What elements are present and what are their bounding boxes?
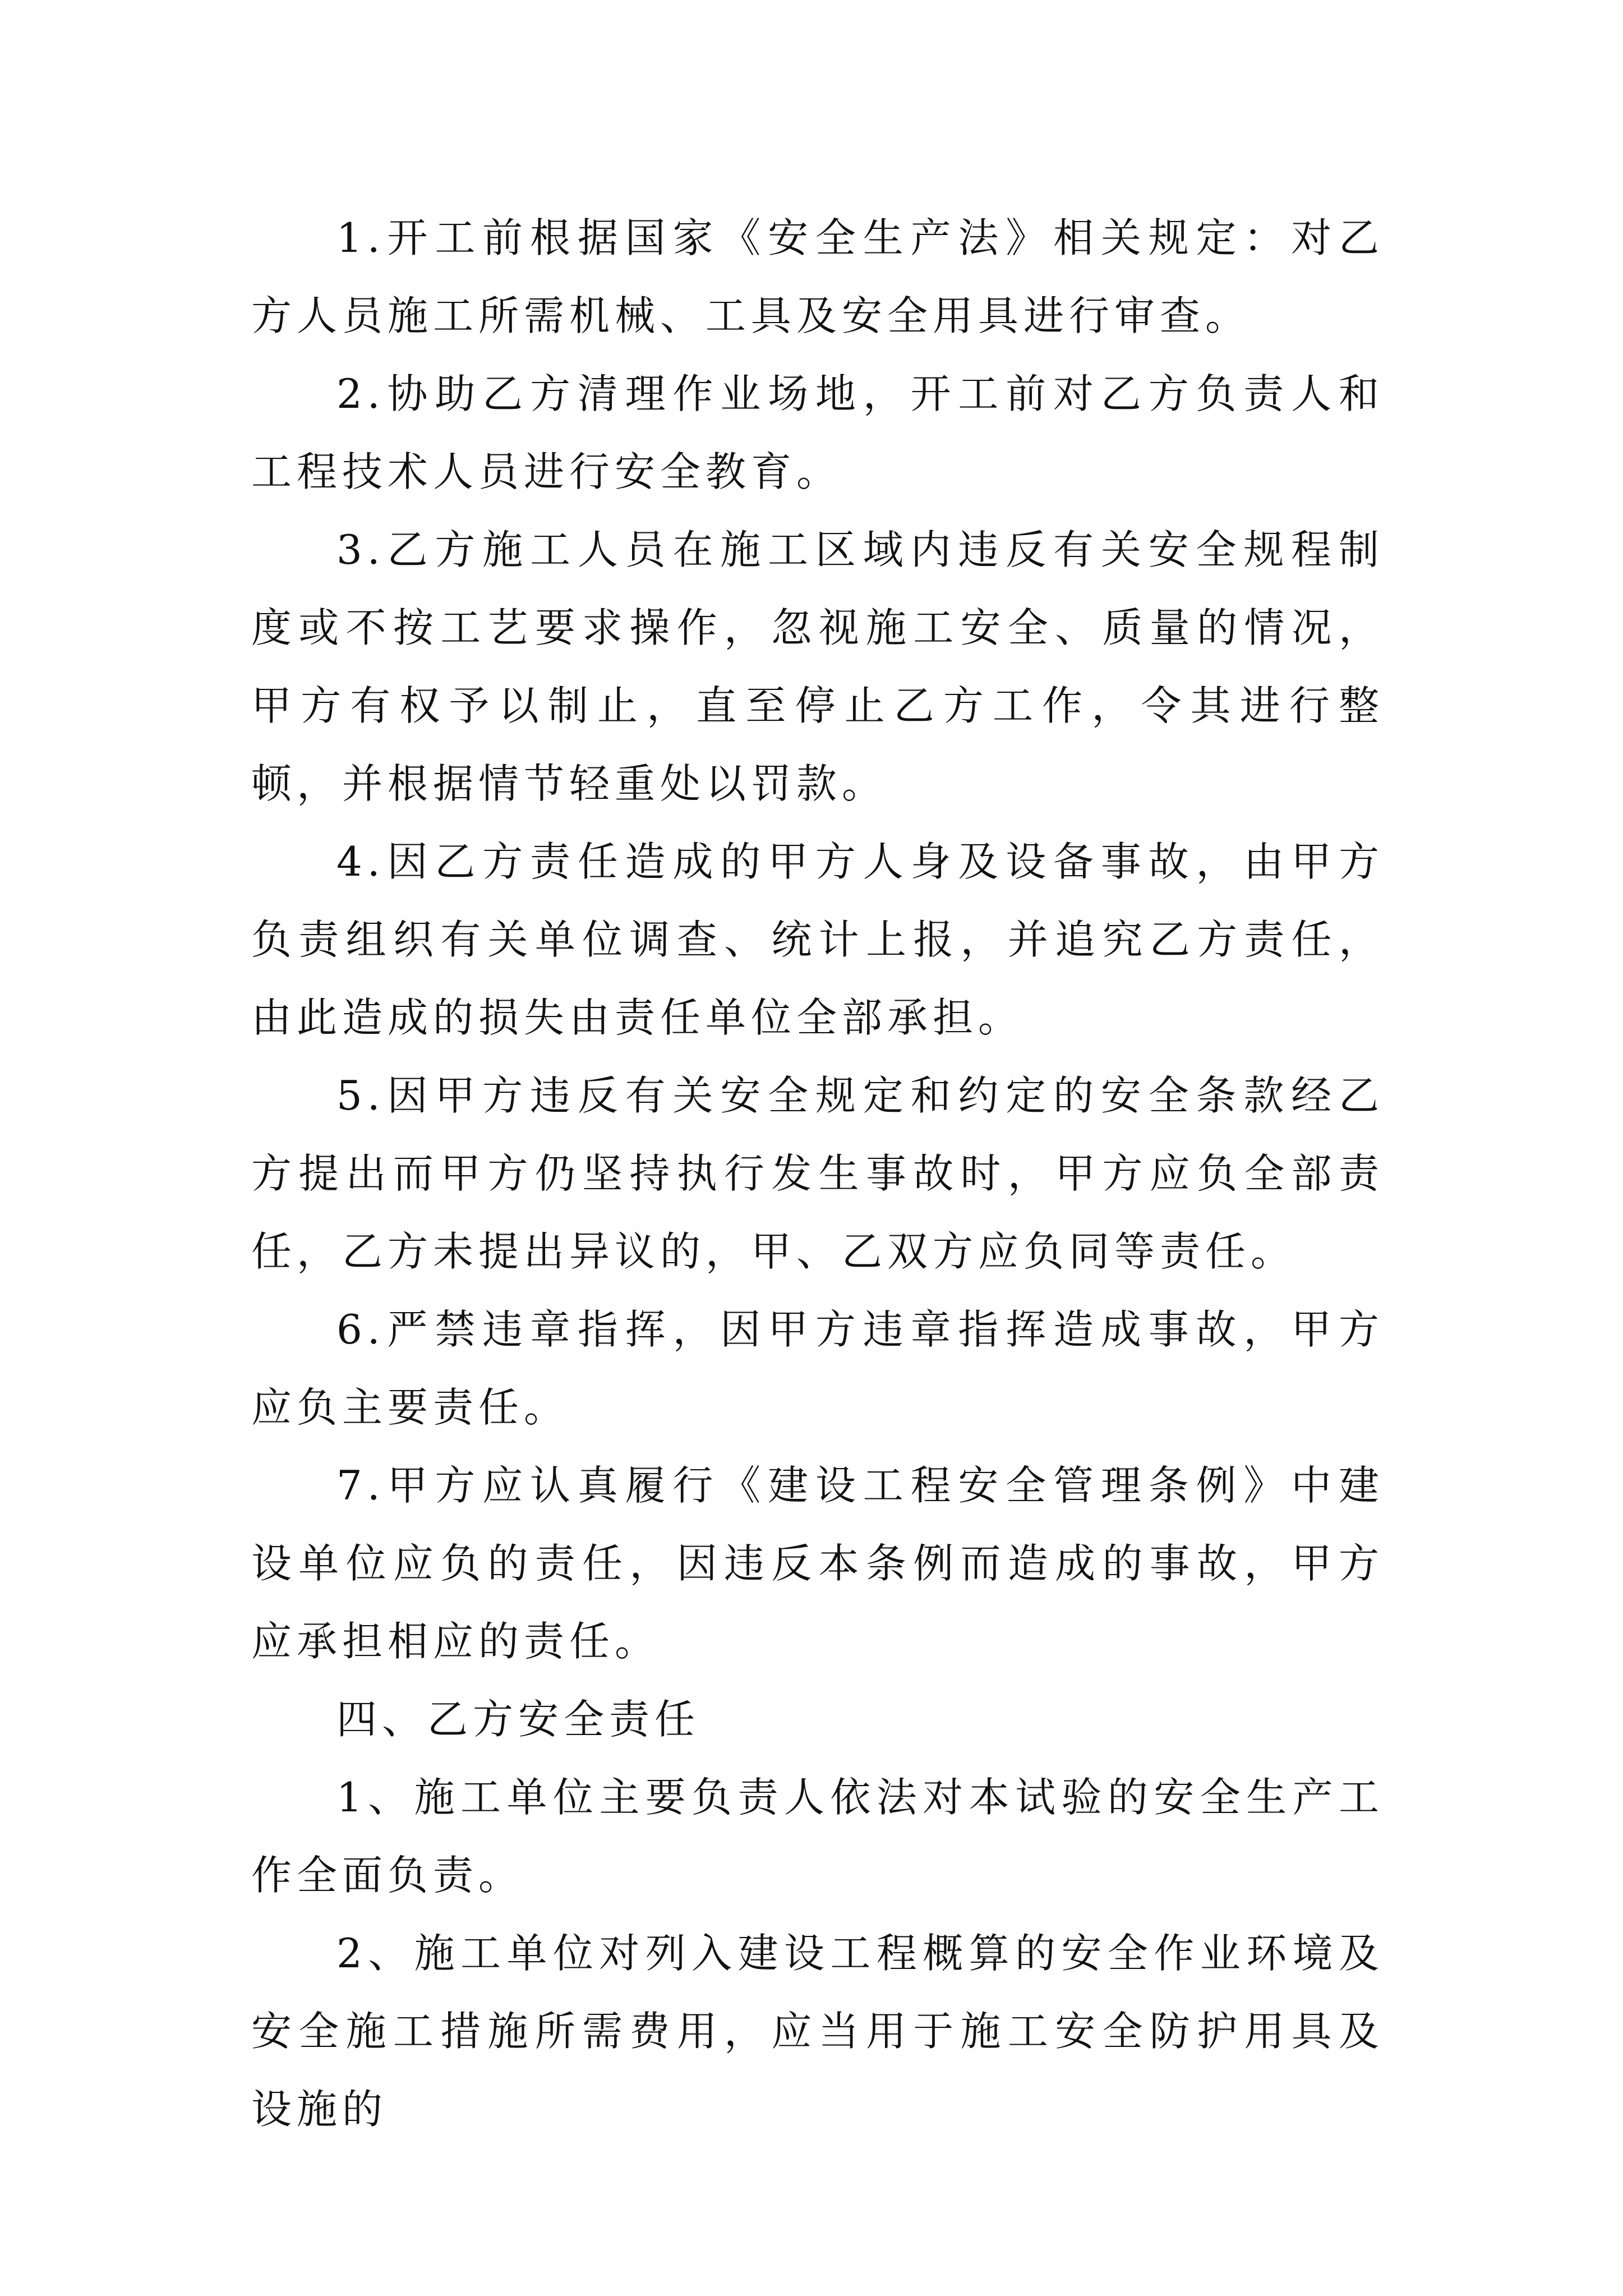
section-4-item-2: 2、施工单位对列入建设工程概算的安全作业环境及安全施工措施所需费用，应当用于施工安全防护用具及设施的 bbox=[251, 1930, 1384, 2133]
clause-6: 6.严禁违章指挥，因甲方违章指挥造成事故，甲方应负主要责任。 bbox=[251, 1306, 1384, 1431]
clause-3: 3.乙方施工人员在施工区域内违反有关安全规程制度或不按工艺要求操作，忽视施工安全、质量的情况，甲方有权予以制止，直至停止乙方工作，令其进行整顿，并根据情节轻重处以罚款。 bbox=[251, 526, 1384, 807]
clause-1: 1.开工前根据国家《安全生产法》相关规定：对乙方人员施工所需机械、工具及安全用具进行审查。 bbox=[251, 214, 1384, 339]
section-heading: 四、乙方安全责任 bbox=[336, 1696, 700, 1743]
clause-5: 5.因甲方违反有关安全规定和约定的安全条款经乙方提出而甲方仍坚持执行发生事故时，甲方应负全部责任，乙方未提出异议的，甲、乙双方应负同等责任。 bbox=[251, 1072, 1384, 1275]
document-body bbox=[251, 199, 1384, 2148]
clause-7: 7.甲方应认真履行《建设工程安全管理条例》中建设单位应负的责任，因违反本条例而造成的事故，甲方应承担相应的责任。 bbox=[251, 1462, 1384, 1665]
section-4-item-1: 1、施工单位主要负责人依法对本试验的安全生产工作全面负责。 bbox=[251, 1774, 1384, 1899]
clause-2: 2.协助乙方清理作业场地，开工前对乙方负责人和工程技术人员进行安全教育。 bbox=[251, 370, 1384, 495]
clause-4: 4.因乙方责任造成的甲方人身及设备事故，由甲方负责组织有关单位调查、统计上报，并追究乙方责任，由此造成的损失由责任单位全部承担。 bbox=[251, 838, 1384, 1041]
